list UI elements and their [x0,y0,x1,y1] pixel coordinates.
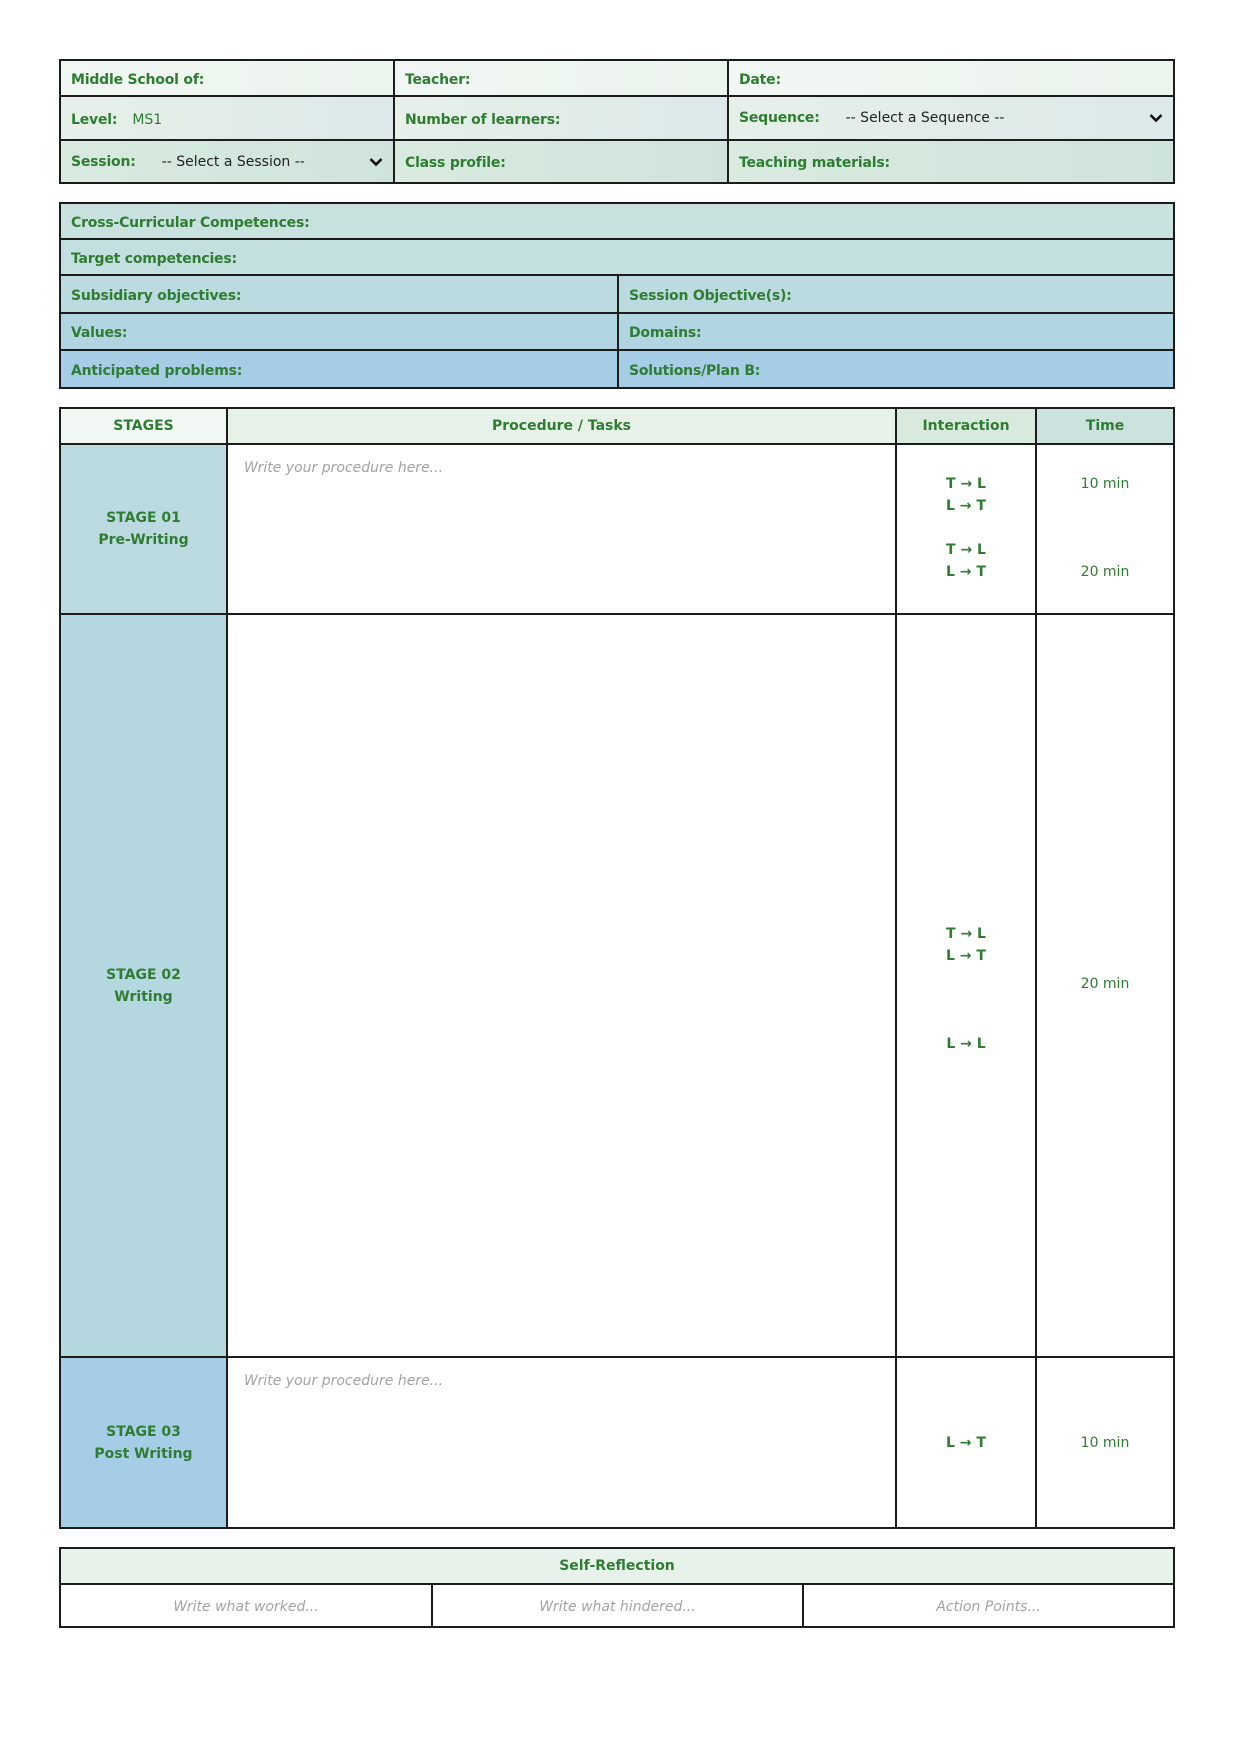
stage-name: Post Writing [94,1445,193,1462]
domains-field[interactable] [618,313,1174,350]
action-points-placeholder: Action Points... [936,1599,1041,1615]
stage-name: Pre-Writing [98,532,189,548]
level-field[interactable] [60,96,394,140]
table-row [60,614,1174,1357]
subsidiary-objectives-field[interactable] [60,275,618,313]
cross-curricular-field[interactable] [60,203,1174,239]
column-header-time: Time [1036,408,1174,444]
time-value: 20 min [1080,564,1130,580]
interaction-item: L → L [946,1036,986,1052]
interaction-item: T → L [946,926,986,942]
interaction-item: L → T [946,948,986,964]
solutions-label: Solutions/Plan B: [629,362,761,379]
teacher-label: Teacher: [405,71,471,88]
date-field[interactable] [728,60,1174,96]
table-row [60,1357,1174,1528]
solutions-field[interactable] [618,350,1174,388]
sequence-value[interactable]: -- Select a Sequence -- [845,110,1005,126]
interaction-item: L → T [946,1434,986,1451]
interaction-cell[interactable] [896,1357,1036,1528]
target-competencies-field[interactable] [60,239,1174,275]
anticipated-problems-label: Anticipated problems: [71,362,243,379]
competences-table [59,202,1175,389]
values-field[interactable] [60,313,618,350]
level-label: Level: [71,111,118,128]
chevron-down-icon[interactable] [369,155,383,169]
sequence-select[interactable] [728,96,1174,140]
learners-field[interactable] [394,96,728,140]
stage-02-cell [60,614,227,1357]
stage-number: STAGE 03 [106,1423,181,1440]
school-label: Middle School of: [71,71,205,88]
sequence-label: Sequence: [739,110,820,126]
learners-label: Number of learners: [405,111,561,128]
teacher-field[interactable] [394,60,728,96]
session-objective-field[interactable] [618,275,1174,313]
stage-01-cell [60,444,227,614]
procedure-placeholder: Write your procedure here... [244,460,444,476]
subsidiary-objectives-label: Subsidiary objectives: [71,287,242,304]
time-value: 10 min [1080,1434,1130,1451]
stage-number: STAGE 01 [106,510,181,526]
column-header-procedure: Procedure / Tasks [227,408,896,444]
stage-number: STAGE 02 [106,966,181,983]
session-label: Session: [71,153,136,170]
procedure-input[interactable] [227,444,896,614]
session-objective-label: Session Objective(s): [629,287,792,304]
worked-placeholder: Write what worked... [173,1599,319,1615]
cross-curricular-label: Cross-Curricular Competences: [71,214,310,231]
stage-03-cell [60,1357,227,1528]
self-reflection-table [59,1547,1175,1628]
interaction-item: L → T [946,498,986,514]
time-value: 10 min [1080,476,1130,492]
time-cell[interactable] [1036,444,1174,614]
target-competencies-label: Target competencies: [71,250,237,267]
hindered-input[interactable] [432,1584,803,1627]
time-cell[interactable] [1036,614,1174,1357]
chevron-down-icon[interactable] [1149,111,1163,125]
header-info-table [59,59,1175,184]
column-header-interaction: Interaction [896,408,1036,444]
self-reflection-title: Self-Reflection [60,1548,1174,1584]
table-row [60,444,1174,614]
domains-label: Domains: [629,325,702,341]
stages-table [59,407,1175,1529]
materials-label: Teaching materials: [739,155,890,171]
session-select[interactable] [60,140,394,183]
stage-name: Writing [114,988,173,1005]
hindered-placeholder: Write what hindered... [539,1599,696,1615]
session-value[interactable]: -- Select a Session -- [161,153,305,170]
interaction-cell[interactable] [896,614,1036,1357]
class-profile-label: Class profile: [405,155,506,171]
anticipated-problems-field[interactable] [60,350,618,388]
time-value: 20 min [1080,976,1130,992]
time-cell[interactable] [1036,1357,1174,1528]
procedure-input[interactable] [227,614,896,1357]
column-header-stages: STAGES [60,408,227,444]
action-points-input[interactable] [803,1584,1174,1627]
materials-field[interactable] [728,140,1174,183]
worked-input[interactable] [60,1584,432,1627]
procedure-input[interactable] [227,1357,896,1528]
date-label: Date: [739,71,781,88]
class-profile-field[interactable] [394,140,728,183]
procedure-placeholder: Write your procedure here... [244,1373,444,1389]
values-label: Values: [71,325,128,341]
interaction-cell[interactable] [896,444,1036,614]
interaction-item: T → L [946,476,986,492]
interaction-item: T → L [946,542,986,558]
school-field[interactable] [60,60,394,96]
interaction-item: L → T [946,564,986,580]
level-value: MS1 [132,111,163,128]
